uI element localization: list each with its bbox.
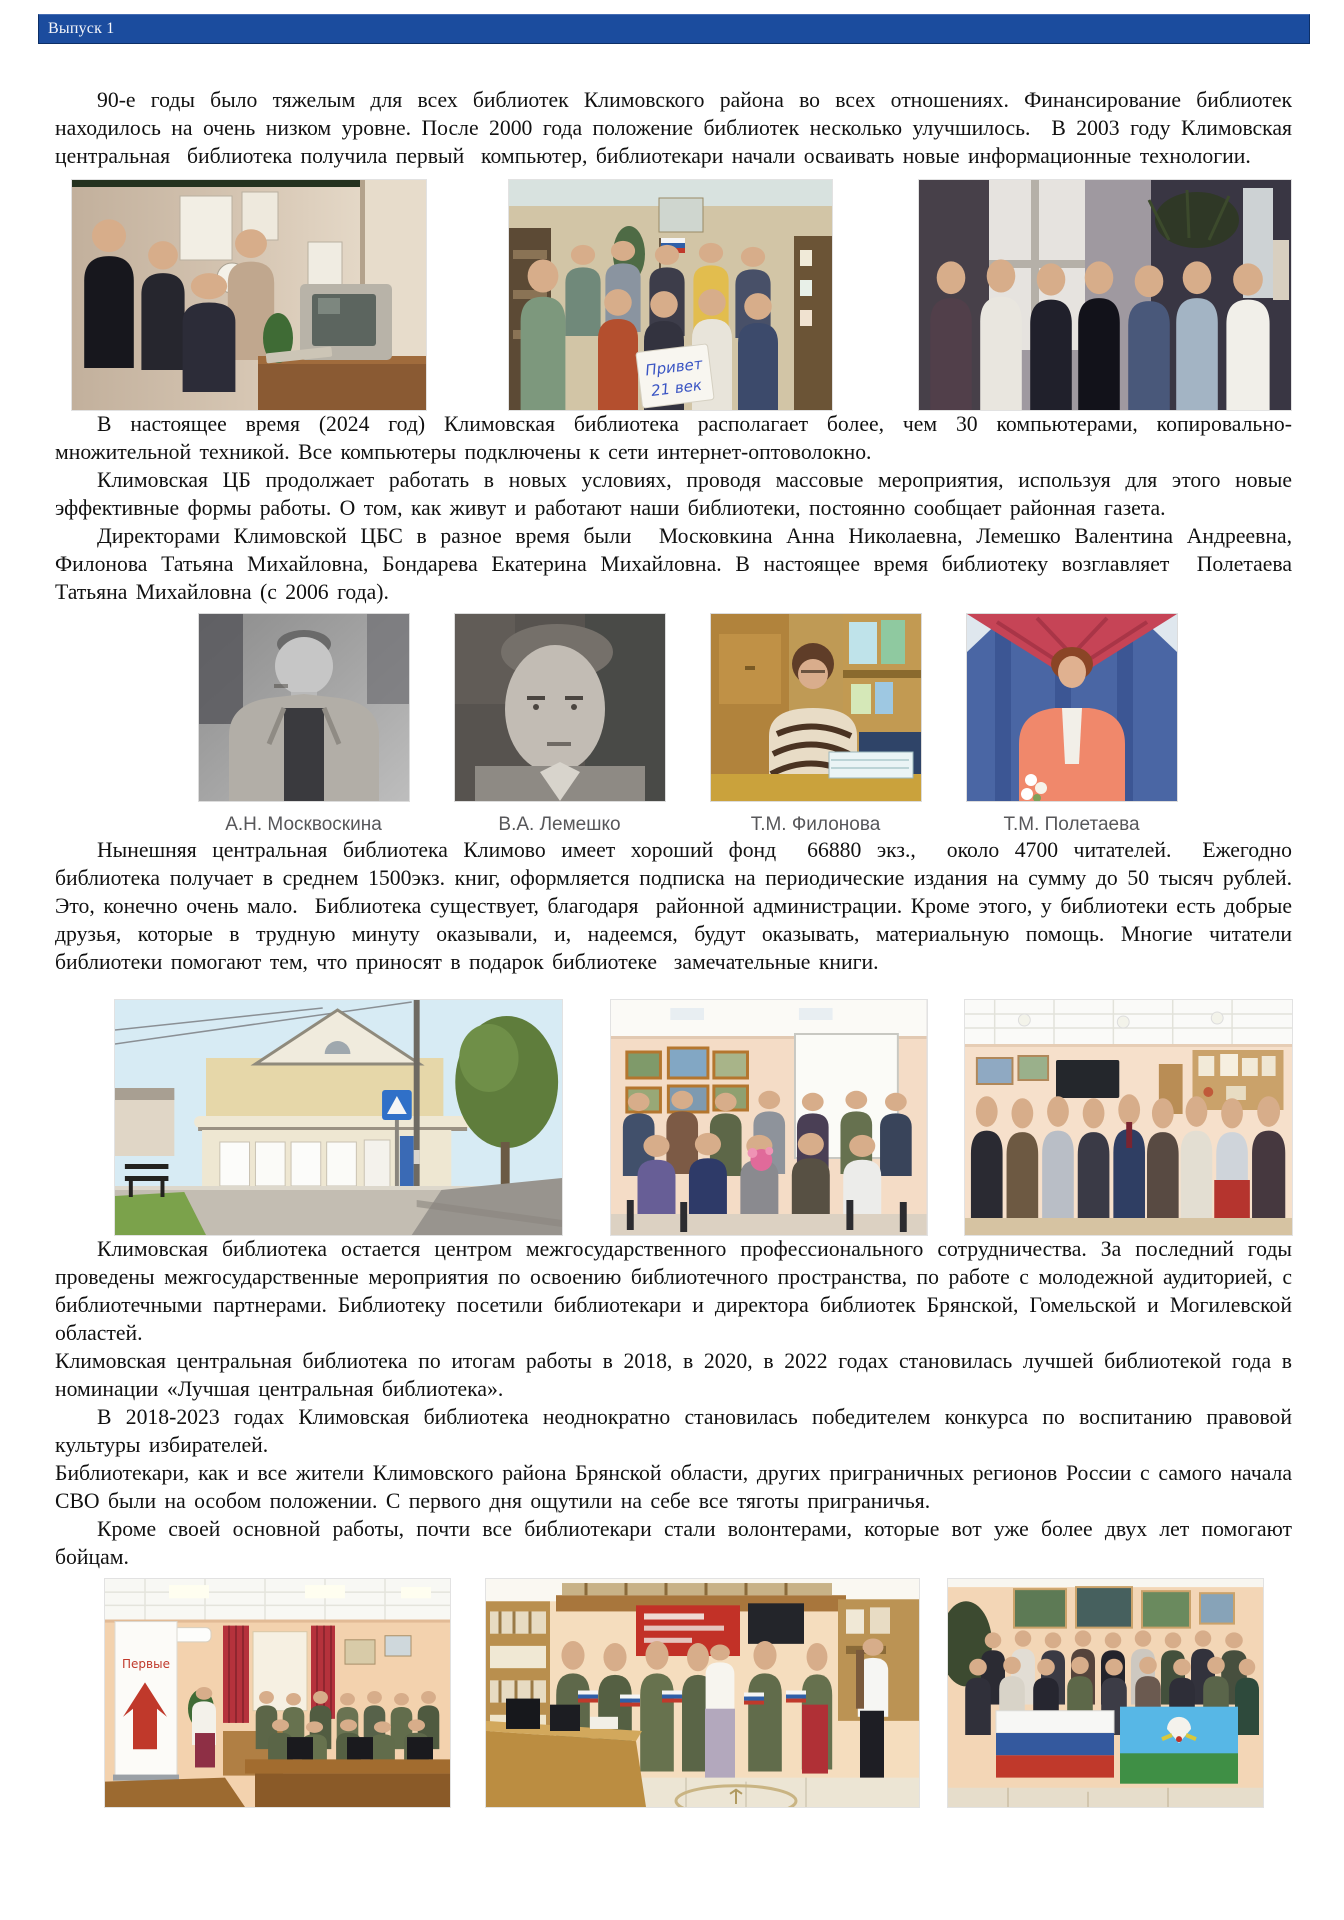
directors-portraits-row — [69, 614, 1306, 836]
portrait-caption: Т.М. Полетаева — [1003, 814, 1140, 835]
paragraph-cooperation: Климовская библиотека остается центром межгосударственного профессионального сотрудничества. За последний годы проведены межгосударственные мероприятия по освоению библиотечного пространства, по работе с молодежной аудиторией, с библиотечными партнерами. Библиотеку посетили библиотекари и директора библиотек Брянской, Гомельской и Могилевской областей. — [55, 1237, 1301, 1345]
portrait-caption: В.А. Лемешко — [498, 814, 621, 835]
portrait-filonova-illustration — [711, 614, 921, 801]
pervye-banner-text: Первые — [122, 1657, 170, 1672]
paragraph-90s-hardship: 90-е годы было тяжелым для всех библиотек Климовского района во всех отношениях. Финансирование библиотек находилось на очень низком уровне. После 2000 года положение библиотек несколько улучшилось. В 2003 году Климовская центральная библиотека получила первый компьютер, библиотекари начали осваивать новые информационные технологии. — [55, 88, 1301, 168]
photo-soldiers-flags — [486, 1579, 919, 1807]
portrait-lemeshko-photo — [455, 614, 665, 801]
russia-flag — [996, 1711, 1114, 1778]
photo-soldiers-lecture-illustration — [105, 1579, 450, 1807]
photo-group-hello-21st-century — [509, 180, 832, 410]
photo-soldiers-lecture — [105, 1579, 450, 1807]
vdv-flag — [1120, 1707, 1238, 1784]
photo-staff-first-computer — [72, 180, 426, 410]
photo-library-building — [115, 1000, 562, 1235]
photo-staff-first-computer-illustration — [72, 180, 426, 410]
page-content — [0, 44, 1344, 1807]
photo-library-building-illustration — [115, 1000, 562, 1235]
greeting-sign-line1: Привет — [644, 354, 704, 380]
portrait-lemeshko-illustration — [455, 614, 665, 801]
paragraph-volunteers: Кроме своей основной работы, почти все библиотекари стали волонтерами, которые вот уже более двух лет помогают бойцам. — [55, 1517, 1301, 1569]
paragraph-new-conditions: Климовская ЦБ продолжает работать в новых условиях, проводя массовые мероприятия, используя для этого новые эффективные формы работы. О том, как живут и работают наши библиотеки, постоянно сообщает районная газета. — [55, 468, 1301, 520]
paragraph-elections-contest: В 2018-2023 годах Климовская библиотека неоднократно становилась победителем конкурса по воспитанию правовой культуры избирателей. — [55, 1405, 1301, 1457]
photo-staff-group-window-illustration — [919, 180, 1291, 410]
photo-staff-group-window — [919, 180, 1291, 410]
portrait-poletaeva-illustration — [967, 614, 1177, 801]
portrait-lemeshko — [455, 614, 665, 836]
issue-header-bar — [38, 14, 1310, 44]
issue-label: Выпуск 1 — [48, 20, 115, 37]
photo-gallery-meeting — [611, 1000, 927, 1235]
greeting-sign-line2: 21 век — [650, 375, 703, 400]
paragraph-directors: Директорами Климовской ЦБС в разное время были Московкина Анна Николаевна, Лемешко Валентина Андреевна, Филонова Татьяна Михайловна, Бондарева Екатерина Михайловна. В настоящее время библиотеку возглавляет Полетаева Татьяна Михайловна (с 2006 года). — [55, 524, 1301, 604]
portrait-poletaeva-photo — [967, 614, 1177, 801]
portrait-moskvoskina-photo — [199, 614, 409, 801]
portrait-caption: Т.М. Филонова — [750, 814, 881, 835]
paragraph-library-fund: Нынешняя центральная библиотека Климово имеет хороший фонд 66880 экз., около 4700 читателей. Ежегодно библиотека получает в среднем 1500экз. книг, оформляется подписка на периодические издания на сумму до 50 тысяч рублей. Это, конечно очень мало. Библиотека существует, благодаря районной администрации. Кроме этого, у библиотеки есть добрые друзья, которые в трудную минуту оказывали, и, надеемся, будут оказывать, материальную помощь. Многие читатели библиотеки помогают тем, что приносят в подарок библиотеке замечательные книги. — [55, 838, 1301, 974]
portrait-filonova-photo — [711, 614, 921, 801]
photo-regional-librarians — [965, 1000, 1292, 1235]
paragraph-svo-border: Библиотекари, как и все жители Климовского района Брянской области, других приграничных регионов России с самого начала СВО были на особом положении. С первого дня ощутили на себе все тяготы приграничья. — [55, 1461, 1301, 1513]
photo-group-hello-21st-century-illustration — [509, 180, 832, 410]
photo-row-historic — [55, 180, 1292, 410]
photo-row-modern — [55, 1000, 1292, 1235]
photo-regional-librarians-illustration — [965, 1000, 1292, 1235]
paragraph-best-library: Климовская центральная библиотека по итогам работы в 2018, в 2020, в 2022 годах становилась лучшей библиотекой года в номинации «Лучшая центральная библиотека». — [55, 1349, 1301, 1401]
photo-gallery-meeting-illustration — [611, 1000, 927, 1235]
portrait-filonova — [711, 614, 921, 836]
portrait-caption: А.Н. Москвоскина — [225, 814, 382, 835]
photo-soldiers-flags-illustration — [486, 1579, 919, 1807]
paragraph-2024-computers: В настоящее время (2024 год) Климовская библиотека располагает более, чем 30 компьютерами, копировально-множительной техникой. Все компьютеры подключены к сети интернет-оптоволокно. — [55, 412, 1292, 464]
photo-youth-flags-illustration — [948, 1579, 1263, 1807]
portrait-moskvoskina — [199, 614, 409, 836]
portrait-poletaeva — [967, 614, 1177, 836]
photo-row-volunteers — [55, 1579, 1292, 1807]
portrait-moskvoskina-illustration — [199, 614, 409, 801]
photo-youth-flags — [948, 1579, 1263, 1807]
